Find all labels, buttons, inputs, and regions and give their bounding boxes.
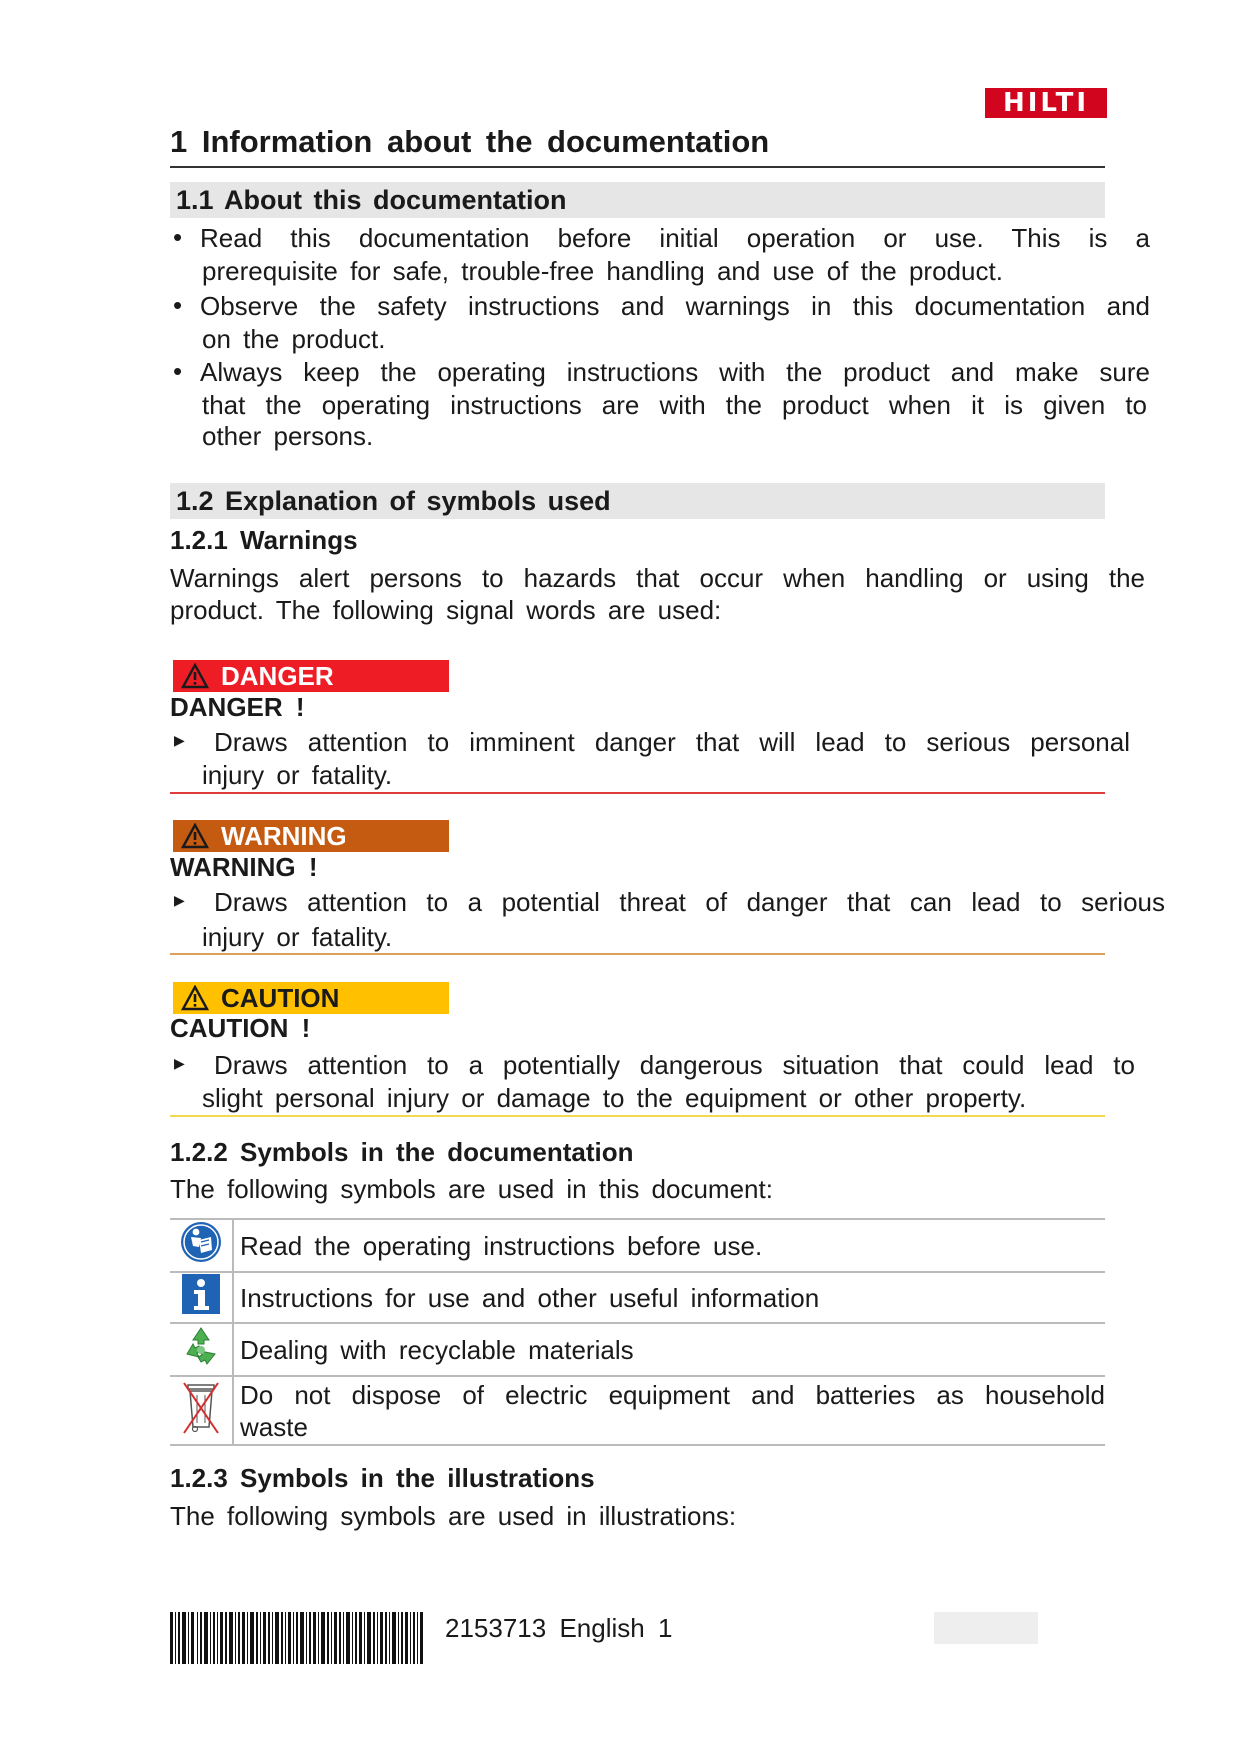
bullet-dot-icon: • — [173, 356, 183, 386]
description-line: Draws attention to a potential threat of danger that can lead to serious — [214, 887, 1165, 917]
info-icon — [181, 1273, 221, 1315]
symbol-description-line: Do not dispose of electric equipment and batteries as household — [240, 1379, 1105, 1410]
arrow-bullet-icon: ▶ — [174, 892, 185, 908]
bullet-text-line: Observe the safety instructions and warnings in this documentation and — [200, 291, 1150, 321]
heading-warnings: 1.2.1 Warnings — [170, 525, 358, 555]
caution-divider — [170, 1115, 1105, 1117]
warnings-intro — [170, 562, 1145, 626]
warning-triangle-icon — [181, 823, 209, 849]
hilti-logo: HILTI — [985, 88, 1107, 118]
symbol-cell — [170, 1219, 233, 1272]
bullet-text-line — [170, 389, 1150, 422]
recycle-icon — [179, 1324, 223, 1368]
danger-badge — [173, 660, 449, 692]
caution-badge — [173, 982, 449, 1014]
heading-symbols-in-illustrations: 1.2.3 Symbols in the illustrations — [170, 1463, 595, 1493]
description-line: slight personal injury or damage to the equipment or other property. — [202, 1083, 1027, 1113]
danger-badge-label: DANGER — [221, 661, 334, 691]
arrow-bullet-icon: ▶ — [174, 1055, 185, 1071]
description-line: Draws attention to imminent danger that will lead to serious personal — [214, 727, 1130, 757]
bullet-text-line: prerequisite for safe, trouble-free handling and use of the product. — [202, 256, 1003, 286]
heading-explanation-of-symbols: 1.2 Explanation of symbols used — [170, 483, 1105, 519]
warning-heading: WARNING ! — [170, 852, 318, 882]
read-manual-icon — [179, 1220, 223, 1264]
warning-triangle-icon — [181, 663, 209, 689]
heading-about-this-documentation: 1.1 About this documentation — [170, 182, 1105, 218]
description-line: Draws attention to a potentially dangerous situation that could lead to — [214, 1050, 1135, 1080]
table-row — [170, 1323, 1105, 1376]
danger-heading: DANGER ! — [170, 692, 305, 722]
bullet-read-documentation — [170, 222, 1150, 288]
arrow-bullet-icon: ▶ — [174, 732, 185, 748]
bullet-text-line-justified: that the operating instructions are with the product when it is given to — [202, 390, 1147, 420]
table-row — [170, 1219, 1105, 1272]
symbol-cell — [170, 1376, 233, 1445]
para-line: Warnings alert persons to hazards that occur when handling or using the — [170, 563, 1145, 593]
heading-information-about-documentation: 1 Information about the documentation — [170, 124, 1105, 168]
bullet-text-line: on the product. — [202, 324, 386, 354]
symbol-description — [233, 1376, 1105, 1445]
caution-heading: CAUTION ! — [170, 1013, 311, 1043]
symbol-description: Dealing with recyclable materials — [233, 1323, 1105, 1376]
symbol-cell — [170, 1323, 233, 1376]
danger-divider — [170, 792, 1105, 794]
bullet-dot-icon: • — [173, 222, 183, 252]
caution-description — [170, 1049, 1135, 1115]
bullet-text-line: Always keep the operating instructions with the product and make sure — [200, 357, 1150, 387]
description-line: injury or fatality. — [202, 922, 393, 952]
bullet-dot-icon: • — [173, 290, 183, 320]
bullet-text-line: other persons. — [202, 421, 374, 451]
bullet-text-line: Read this documentation before initial operation or use. This is a — [200, 223, 1150, 253]
warning-badge-label: WARNING — [221, 821, 347, 851]
table-row — [170, 1376, 1105, 1445]
bullet-keep-instructions — [170, 356, 1150, 453]
caution-badge-label: CAUTION — [221, 983, 340, 1013]
illus-symbols-intro: The following symbols are used in illustrations: — [170, 1501, 737, 1531]
symbol-description: Read the operating instructions before use. — [233, 1219, 1105, 1272]
bullet-observe-safety — [170, 290, 1150, 356]
barcode — [170, 1612, 423, 1664]
table-row — [170, 1272, 1105, 1323]
symbol-description: Instructions for use and other useful information — [233, 1272, 1105, 1323]
footer-doc-info: 2153713 English 1 — [445, 1613, 673, 1643]
warning-badge — [173, 820, 449, 852]
warning-divider — [170, 953, 1105, 955]
symbols-table — [170, 1218, 1105, 1446]
doc-symbols-intro: The following symbols are used in this document: — [170, 1174, 773, 1204]
warning-triangle-icon — [181, 985, 209, 1011]
symbol-description-line: waste — [240, 1411, 308, 1442]
footer-grey-box — [934, 1612, 1038, 1644]
warning-description — [170, 886, 1165, 954]
heading-symbols-in-documentation: 1.2.2 Symbols in the documentation — [170, 1137, 634, 1167]
danger-description — [170, 726, 1130, 792]
symbol-cell — [170, 1272, 233, 1323]
crossed-bin-icon — [180, 1377, 222, 1437]
para-line: product. The following signal words are used: — [170, 595, 722, 625]
description-line: injury or fatality. — [202, 760, 393, 790]
